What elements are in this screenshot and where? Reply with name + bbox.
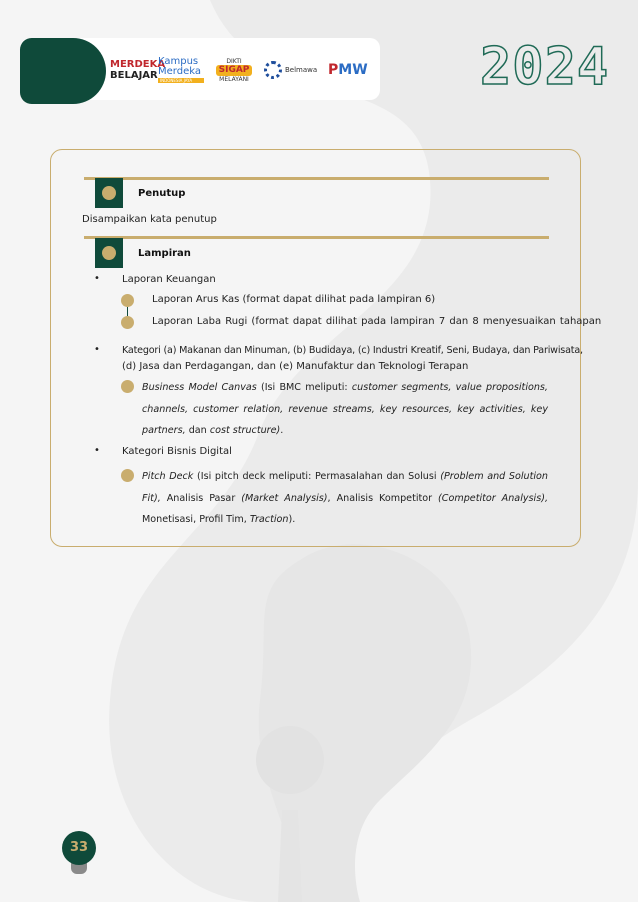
- section-rule-penutup: [84, 177, 549, 180]
- sub-item-bmc: Business Model Canvas (Isi BMC meliputi: customer segments, value propositions, channels, customer relation, revenue streams, key resources, key activities, key partners, dan cost structure).: [142, 382, 548, 436]
- sub-bullet-dot: [121, 380, 134, 393]
- list-item-kategori-line1: Kategori (a) Makanan dan Minuman, (b) Budidaya, (c) Industri Kreatif, Seni, Budaya, dan Pariwisata,: [122, 345, 583, 356]
- merdeka-belajar-logo: MERDEKA BELAJAR: [110, 59, 166, 81]
- page-number: 33: [62, 831, 96, 865]
- sub-bullet-connector: [127, 307, 128, 316]
- bullet-3: •: [94, 445, 100, 456]
- belmawa-logo: Belmawa: [264, 61, 320, 79]
- list-item-laporan-keuangan: Laporan Keuangan: [122, 274, 216, 285]
- section-icon-lampiran: [95, 238, 123, 268]
- sub-bullet-dot: [121, 294, 134, 307]
- bullet-1: •: [94, 273, 100, 284]
- sub-bullet-dot: [121, 316, 134, 329]
- penutup-body: Disampaikan kata penutup: [82, 214, 217, 225]
- dikti-sigap-logo: DIKTI SIGAP MELAYANI: [212, 58, 256, 83]
- bullet-2: •: [94, 344, 100, 355]
- section-icon-penutup: [95, 178, 123, 208]
- gear-icon: [264, 61, 282, 79]
- list-item-kategori-line2: (d) Jasa dan Perdagangan, dan (e) Manufaktur dan Teknologi Terapan: [122, 361, 469, 372]
- section-rule-lampiran: [84, 236, 549, 239]
- section-title-penutup: Penutup: [138, 188, 186, 199]
- sub-bullet-dot: [121, 469, 134, 482]
- partner-logos: [110, 48, 378, 92]
- sub-item-pitch-deck: Pitch Deck (Isi pitch deck meliputi: Permasalahan dan Solusi (Problem and Solution Fit), Analisis Pasar (Market Analysis), Analisis Kompetitor (Competitor Analysis), Monetisasi, Profil Tim, Traction).: [142, 471, 548, 525]
- header-tab: [20, 38, 106, 104]
- sub-item-laba-rugi: Laporan Laba Rugi (format dapat dilihat pada lampiran 7 dan 8 menyesuaikan tahapan: [152, 316, 602, 327]
- year-heading: 2024: [480, 37, 610, 97]
- section-title-lampiran: Lampiran: [138, 248, 191, 259]
- pmw-logo: PMW: [328, 62, 368, 78]
- kampus-merdeka-logo: Kampus Merdeka INDONESIA JAYA: [158, 57, 204, 83]
- sub-item-arus-kas: Laporan Arus Kas (format dapat dilihat pada lampiran 6): [152, 294, 436, 305]
- list-item-kategori-bisnis-digital: Kategori Bisnis Digital: [122, 446, 232, 457]
